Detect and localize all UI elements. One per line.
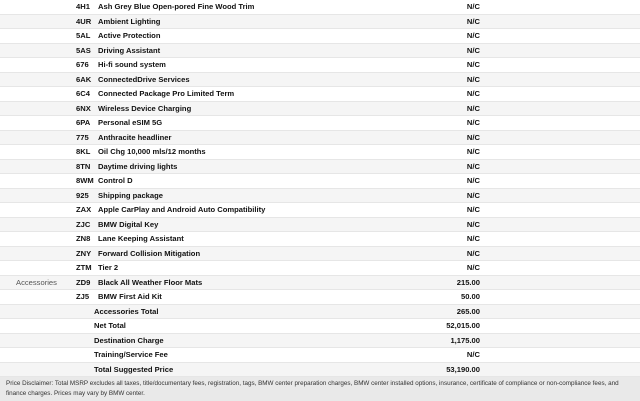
option-price: N/C bbox=[466, 219, 480, 229]
option-price: N/C bbox=[466, 176, 480, 185]
total-value: 1,175.00 bbox=[450, 335, 480, 345]
total-row bbox=[0, 363, 640, 378]
total-value: 52,015.00 bbox=[446, 321, 480, 330]
option-price: N/C bbox=[466, 74, 480, 84]
option-price: N/C bbox=[466, 234, 480, 243]
option-code: ZJ5 bbox=[76, 292, 90, 301]
option-code: 4H1 bbox=[76, 2, 90, 11]
total-row bbox=[0, 348, 640, 363]
option-description: Apple CarPlay and Android Auto Compatibility bbox=[98, 205, 266, 214]
option-price: 50.00 bbox=[460, 292, 480, 301]
table-row bbox=[0, 44, 640, 59]
option-code: 925 bbox=[76, 190, 89, 200]
option-code: 6AK bbox=[76, 74, 92, 84]
option-code: 6NX bbox=[76, 103, 91, 113]
option-price: N/C bbox=[466, 248, 480, 258]
option-description: BMW First Aid Kit bbox=[98, 292, 162, 301]
table-row bbox=[0, 174, 640, 189]
option-code: ZTM bbox=[76, 263, 92, 272]
option-description: Oil Chg 10,000 mls/12 months bbox=[98, 147, 206, 156]
table-row bbox=[0, 58, 640, 73]
option-description: Ambient Lighting bbox=[98, 16, 161, 26]
table-row bbox=[0, 87, 640, 102]
table-row bbox=[0, 189, 640, 204]
option-code: 4UR bbox=[76, 16, 92, 26]
option-code: 6PA bbox=[76, 118, 91, 127]
option-description: ConnectedDrive Services bbox=[98, 74, 190, 84]
option-price: N/C bbox=[466, 16, 480, 26]
option-price: 215.00 bbox=[456, 277, 480, 287]
total-value: 265.00 bbox=[456, 306, 480, 316]
option-price: N/C bbox=[466, 45, 480, 55]
option-price: N/C bbox=[466, 132, 480, 142]
option-description: Daytime driving lights bbox=[98, 161, 178, 171]
option-description: Hi-fi sound system bbox=[98, 60, 166, 69]
row-category: Accessories bbox=[16, 277, 57, 287]
option-code: ZN8 bbox=[76, 234, 91, 243]
option-code: ZD9 bbox=[76, 277, 91, 287]
option-price: N/C bbox=[466, 190, 480, 200]
total-label: Destination Charge bbox=[94, 335, 164, 345]
total-label: Total Suggested Price bbox=[94, 364, 174, 374]
table-row bbox=[0, 102, 640, 117]
option-code: 8KL bbox=[76, 147, 91, 156]
table-row bbox=[0, 131, 640, 146]
option-description: Control D bbox=[98, 176, 133, 185]
total-label: Net Total bbox=[94, 321, 126, 330]
option-code: 6C4 bbox=[76, 89, 90, 98]
option-description: Personal eSIM 5G bbox=[98, 118, 163, 127]
table-row bbox=[0, 247, 640, 262]
option-price: N/C bbox=[466, 2, 480, 11]
option-description: Wireless Device Charging bbox=[98, 103, 192, 113]
table-row bbox=[0, 15, 640, 30]
option-code: 5AS bbox=[76, 45, 91, 55]
table-row bbox=[0, 261, 640, 276]
total-value: N/C bbox=[466, 350, 480, 359]
option-price: N/C bbox=[466, 103, 480, 113]
option-code: 775 bbox=[76, 132, 89, 142]
option-description: Forward Collision Mitigation bbox=[98, 248, 201, 258]
option-price: N/C bbox=[466, 205, 480, 214]
option-description: Black All Weather Floor Mats bbox=[98, 277, 203, 287]
total-value: 53,190.00 bbox=[446, 364, 480, 374]
total-row bbox=[0, 305, 640, 320]
option-description: Lane Keeping Assistant bbox=[98, 234, 184, 243]
option-description: Shipping package bbox=[98, 190, 163, 200]
option-price: N/C bbox=[466, 147, 480, 156]
table-row bbox=[0, 29, 640, 44]
option-description: Ash Grey Blue Open-pored Fine Wood Trim bbox=[98, 2, 255, 11]
table-row bbox=[0, 0, 640, 15]
option-description: Tier 2 bbox=[98, 263, 119, 272]
table-row bbox=[0, 160, 640, 175]
option-price: N/C bbox=[466, 31, 480, 40]
option-price: N/C bbox=[466, 161, 480, 171]
option-code: ZAX bbox=[76, 205, 92, 214]
table-row bbox=[0, 276, 640, 291]
option-code: 676 bbox=[76, 60, 89, 69]
option-description: Active Protection bbox=[98, 31, 161, 40]
table-row bbox=[0, 73, 640, 88]
option-price: N/C bbox=[466, 263, 480, 272]
option-code: ZJC bbox=[76, 219, 91, 229]
table-row bbox=[0, 203, 640, 218]
table-row bbox=[0, 290, 640, 305]
total-label: Accessories Total bbox=[94, 306, 159, 316]
option-description: Connected Package Pro Limited Term bbox=[98, 89, 235, 98]
option-description: Anthracite headliner bbox=[98, 132, 172, 142]
table-row bbox=[0, 232, 640, 247]
table-row bbox=[0, 116, 640, 131]
table-row bbox=[0, 145, 640, 160]
option-code: 8TN bbox=[76, 161, 91, 171]
total-row bbox=[0, 334, 640, 349]
option-price: N/C bbox=[466, 118, 480, 127]
option-code: 8WM bbox=[76, 176, 94, 185]
price-disclaimer: Price Disclaimer: Total MSRP excludes all taxes, title/documentary fees, registration, tags, BMW center preparation charges, BMW center installed options, insurance, certificate of compliance or non-compliance fees, and finance charges. Prices may vary by BMW center. bbox=[0, 377, 640, 401]
option-price: N/C bbox=[466, 60, 480, 69]
table-row bbox=[0, 218, 640, 233]
option-description: Driving Assistant bbox=[98, 45, 161, 55]
total-row bbox=[0, 319, 640, 334]
option-code: ZNY bbox=[76, 248, 92, 258]
option-code: 5AL bbox=[76, 31, 91, 40]
total-label: Training/Service Fee bbox=[94, 350, 168, 359]
option-price: N/C bbox=[466, 89, 480, 98]
option-description: BMW Digital Key bbox=[98, 219, 159, 229]
